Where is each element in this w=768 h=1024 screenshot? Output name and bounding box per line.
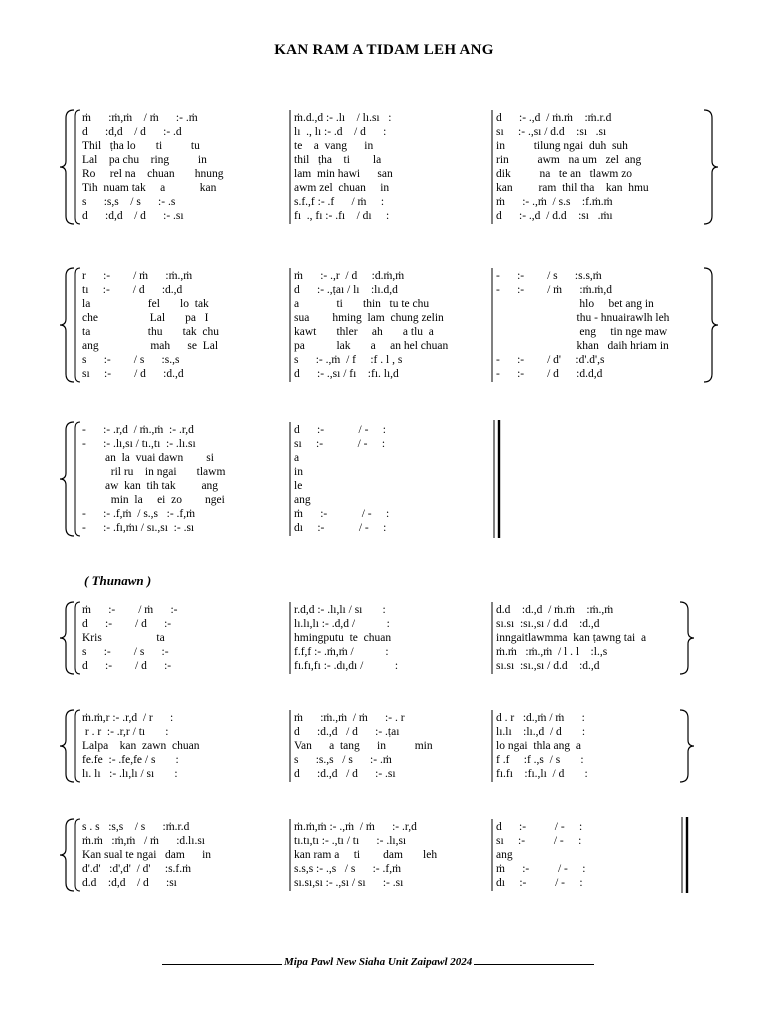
notation-line: fı ., fı :- .fı / dı :: [294, 210, 390, 222]
notation-line: ṁ :- / - :: [294, 508, 390, 520]
notation-line: a: [294, 452, 300, 464]
notation-line: ṁ :ṁ,ṁ / ṁ :- .ṁ: [82, 112, 198, 124]
score-system: [0, 600, 768, 676]
notation-line: hmingputu te chuan: [294, 632, 392, 644]
notation-line: a ti thin tu te chu: [294, 298, 430, 310]
inner-bracket: [75, 710, 80, 782]
score-system: [0, 817, 768, 893]
notation-line: d :- / d :-: [82, 618, 172, 630]
right-brace: [704, 110, 718, 224]
notation-line: lı ., lı :- .d / d :: [294, 126, 387, 138]
notation-line: s :- .,ṁ / f :f . l , s: [294, 354, 403, 366]
notation-line: d :- / d :-: [82, 660, 172, 672]
notation-line: d :d,d / d :- .sı: [82, 210, 184, 222]
notation-line: inngaitlawmma kan ṭawng tai a: [496, 632, 647, 644]
notation-line: ang mah se Lal: [82, 340, 219, 352]
notation-line: d.d :d.,d / ṁ.ṁ :ṁ.,ṁ: [496, 604, 614, 616]
notation-line: ṁ :- / ṁ :-: [82, 604, 178, 616]
notation-line: kawt thler ah a tlu a: [294, 326, 434, 338]
notation-line: fı.fı,fı :- .dı,dı / :: [294, 660, 399, 672]
notation-line: tı.tı,tı :- .,tı / tı :- .lı,sı: [294, 835, 407, 847]
notation-line: dı :- / - :: [496, 877, 583, 889]
notation-line: khan daih hriam in: [496, 340, 669, 352]
notation-line: in tilung ngai duh suh: [496, 140, 628, 152]
notation-line: d :d.,d / d :- .sı: [294, 768, 396, 780]
notation-line: kan ram a ti dam leh: [294, 849, 438, 861]
notation-line: - :- .r,d / ṁ.,ṁ :- .r,d: [82, 424, 194, 436]
notation-line: - :- / ṁ :ṁ.ṁ,d: [496, 284, 612, 296]
notation-line: d :- .,ṭaı / lı :lı.d,d: [294, 284, 398, 296]
notation-line: lam min hawi san: [294, 168, 393, 180]
notation-line: ṁ.ṁ :ṁ,ṁ / ṁ :d.lı.sı: [82, 835, 205, 847]
notation-line: d :- / - :: [294, 424, 386, 436]
notation-line: - :- / s :s.s,ṁ: [496, 270, 602, 282]
notation-line: d :- .,d / d.d :sı .ṁı: [496, 210, 613, 222]
notation-line: lı.lı :lı.,d / d :: [496, 726, 586, 738]
inner-bracket: [75, 819, 80, 891]
footer-text: Mipa Pawl New Siaha Unit Zaipawl 2024: [284, 956, 473, 968]
notation-line: sı.sı :sı.,sı / d.d :d.,d: [496, 618, 600, 630]
notation-line: rin awm na um zel ang: [496, 154, 642, 166]
notation-line: ṁ.ṁ :ṁ.,ṁ / l . l :l.,s: [496, 646, 608, 658]
notation-line: sı :- / - :: [496, 835, 582, 847]
notation-line: tı :- / d :d.,d: [82, 284, 183, 296]
left-brace: [60, 602, 74, 674]
score-system: [0, 708, 768, 784]
left-brace: [60, 110, 74, 224]
notation-line: Lal pa chu ring in: [82, 154, 207, 166]
notation-line: sı :- .,sı / d.d :sı .sı: [496, 126, 607, 138]
notation-line: aw kan tih tak ang: [82, 480, 219, 492]
left-brace: [60, 422, 74, 536]
notation-line: ang: [294, 494, 311, 506]
notation-line: ang: [496, 849, 513, 861]
notation-line: ril ru in ngai tlawm: [82, 466, 226, 478]
notation-line: fı.fı :fı.,lı / d :: [496, 768, 588, 780]
notation-line: lı.lı,lı :- .d,d / :: [294, 618, 390, 630]
score-system: [0, 108, 768, 226]
notation-line: lo ngai thla ang a: [496, 740, 581, 752]
notation-line: eng tin nge maw: [496, 326, 668, 338]
notation-line: ṁ.d.,d :- .lı / lı.sı :: [294, 112, 392, 124]
notation-line: f .f :f .,s / s :: [496, 754, 584, 766]
notation-line: - :- .f,ṁ / s.,s :- .f,ṁ: [82, 508, 196, 520]
notation-line: Lalpa kan zawn chuan: [82, 740, 200, 752]
notation-line: s :s,s / s :- .s: [82, 196, 176, 208]
notation-line: d . r :d.,ṁ / ṁ :: [496, 712, 585, 724]
notation-line: ṁ :ṁ.,ṁ / ṁ :- . r: [294, 712, 405, 724]
notation-line: - :- / d' :d'.d',s: [496, 354, 605, 366]
notation-line: dı :- / - :: [294, 522, 387, 534]
notation-line: ṁ :- .,r / d :d.ṁ,ṁ: [294, 270, 405, 282]
notation-line: Thil ṭha lo ti tu: [82, 140, 200, 152]
notation-line: in: [294, 466, 303, 478]
notation-line: fe.fe :- .fe,fe / s :: [82, 754, 179, 766]
notation-line: Kris ta: [82, 632, 165, 644]
notation-line: le: [294, 480, 303, 492]
notation-line: sı :- / - :: [294, 438, 386, 450]
right-brace: [680, 602, 694, 674]
footer-rule-left: [162, 964, 282, 965]
notation-line: sı.sı :sı.,sı / d.d :d.,d: [496, 660, 600, 672]
right-brace: [680, 710, 694, 782]
notation-line: - :- .lı,sı / tı.,tı :- .lı.sı: [82, 438, 196, 450]
inner-bracket: [75, 602, 80, 674]
notation-line: r . r :- .r,r / tı :: [82, 726, 169, 738]
notation-line: hlo bet ang in: [496, 298, 654, 310]
left-brace: [60, 819, 74, 891]
notation-line: s :- / s :s.,s: [82, 354, 180, 366]
notation-line: lı. lı :- .lı,lı / sı :: [82, 768, 178, 780]
notation-line: pa lak a an hel chuan: [294, 340, 449, 352]
notation-line: s.s,s :- .,s / s :- .f,ṁ: [294, 863, 402, 875]
inner-bracket: [75, 422, 80, 536]
notation-line: Kan sual te ngai dam in: [82, 849, 212, 861]
right-brace: [704, 268, 718, 382]
notation-line: la fel lo tak: [82, 298, 209, 310]
notation-line: sua hming lam chung zelin: [294, 312, 444, 324]
notation-line: r.d,d :- .lı,lı / sı :: [294, 604, 386, 616]
notation-line: Van a tang in min: [294, 740, 433, 752]
notation-line: kan ram thil tha kan hmu: [496, 182, 649, 194]
notation-line: te a vang in: [294, 140, 374, 152]
notation-line: d :d,d / d :- .d: [82, 126, 182, 138]
notation-line: an la vuai dawn si: [82, 452, 214, 464]
notation-line: che Lal pa I: [82, 312, 209, 324]
notation-line: dik na te an tlawm zo: [496, 168, 633, 180]
notation-line: sı :- / d :d.,d: [82, 368, 184, 380]
notation-line: ṁ.ṁ,ṁ :- .,ṁ / ṁ :- .r,d: [294, 821, 417, 833]
left-brace: [60, 268, 74, 382]
notation-line: Tih nuam tak a kan: [82, 182, 217, 194]
notation-line: s.f.,f :- .f / ṁ :: [294, 196, 385, 208]
notation-line: ṁ :- / - :: [496, 863, 586, 875]
notation-line: Ro rel na chuan hnung: [82, 168, 224, 180]
notation-line: s . s :s,s / s :ṁ.r.d: [82, 821, 190, 833]
notation-line: - :- .fı,ṁı / sı.,sı :- .sı: [82, 522, 195, 534]
inner-bracket: [75, 110, 80, 224]
notation-line: awm zel chuan in: [294, 182, 390, 194]
notation-line: r :- / ṁ :ṁ.,ṁ: [82, 270, 193, 282]
notation-line: ta thu tak chu: [82, 326, 220, 338]
chorus-label: ( Thunawn ): [84, 573, 152, 588]
inner-bracket: [75, 268, 80, 382]
notation-line: d.d :d,d / d :sı: [82, 877, 177, 889]
notation-line: d'.d' :d',d' / d' :s.f.ṁ: [82, 863, 192, 875]
footer-rule-right: [474, 964, 594, 965]
score-system: [0, 420, 768, 538]
notation-line: d :- .,sı / fı :fı. lı,d: [294, 368, 399, 380]
notation-line: d :- .,d / ṁ.ṁ :ṁ.r.d: [496, 112, 612, 124]
left-brace: [60, 710, 74, 782]
notation-line: d :d.,d / d :- .ṭaı: [294, 726, 400, 738]
notation-line: thil ṭha ti la: [294, 154, 382, 166]
notation-line: sı.sı,sı :- .,sı / sı :- .sı: [294, 877, 404, 889]
notation-line: f.f,f :- .ṁ,ṁ / :: [294, 646, 389, 658]
notation-line: ṁ.ṁ,r :- .r,d / r :: [82, 712, 174, 724]
footer-credit: [160, 956, 608, 968]
notation-line: s :s.,s / s :- .ṁ: [294, 754, 392, 766]
notation-line: ṁ :- .,ṁ / s.s :f.ṁ.ṁ: [496, 196, 613, 208]
notation-line: s :- / s :-: [82, 646, 169, 658]
notation-line: thu - hnuairawlh leh: [496, 312, 670, 324]
song-title: KAN RAM A TIDAM LEH ANG: [274, 42, 494, 58]
notation-line: - :- / d :d.d,d: [496, 368, 603, 380]
score-system: [0, 266, 768, 384]
notation-line: min la ei zo ngei: [82, 494, 225, 506]
notation-line: d :- / - :: [496, 821, 583, 833]
